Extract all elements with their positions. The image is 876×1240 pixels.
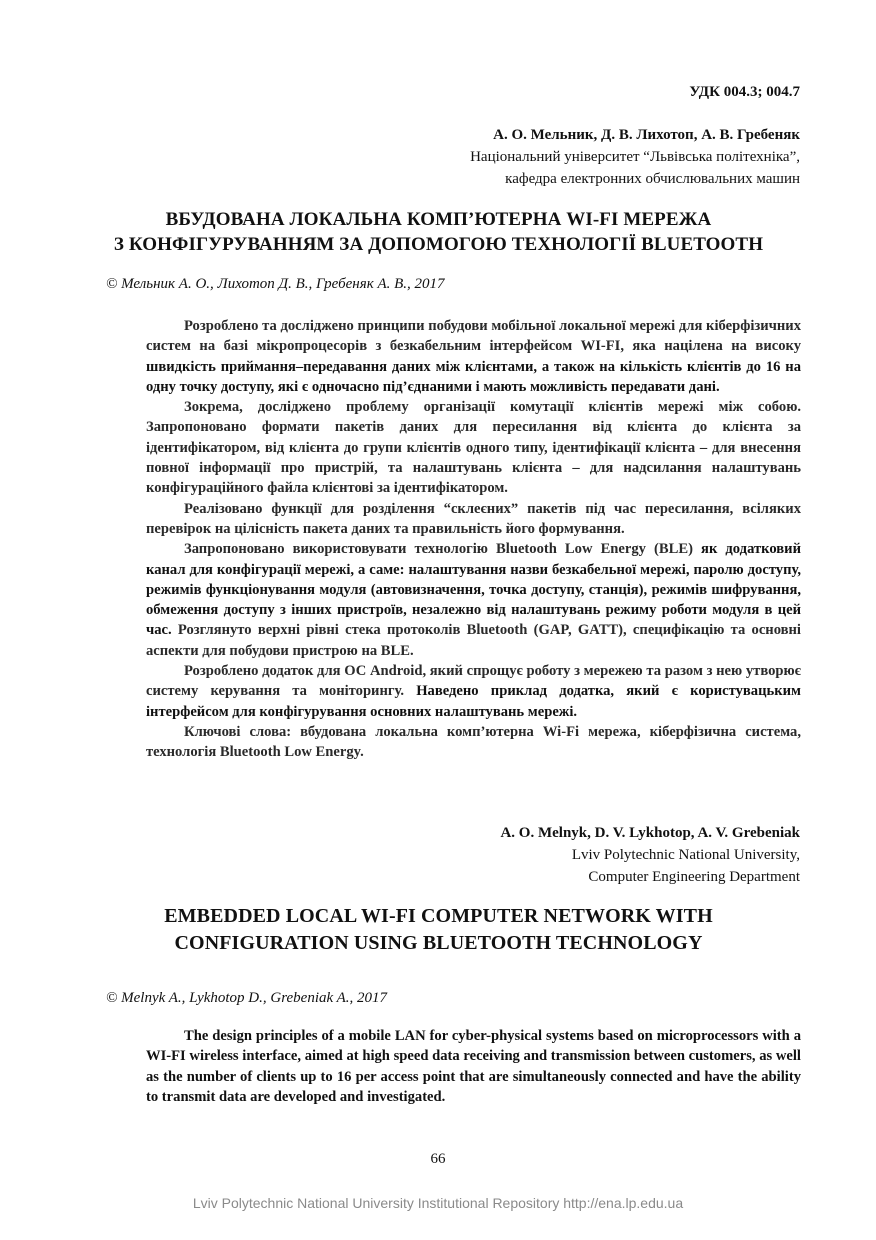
affiliation-ua-line2: кафедра електронних обчислювальних машин xyxy=(505,171,800,187)
abstract-ua-paragraph-1 xyxy=(146,316,801,397)
title-en-line1: EMBEDDED LOCAL WI-FI COMPUTER NETWORK WITH xyxy=(164,905,713,927)
copyright-en: © Melnyk A., Lykhotop D., Grebeniak A., 2017 xyxy=(106,990,388,1006)
abstract-ua-p5-bold: Наведено приклад додатка, який є користувацьким інтерфейсом для конфігурування основних налаштувань мережі. xyxy=(146,683,801,720)
abstract-ua-paragraph-2: Зокрема, досліджено проблему організації комутації клієнтів мережі між собою. Запропоновано формати пакетів даних для пересилання від клієнта до клієнта за ідентифікатором, від клієнта до групи клієнтів одного типу, ідентифікації клієнта – для внесення повної інформації про пристрій, та налаштувань клієнта – для надсилання налаштувань конфігураційного файла клієнтові за ідентифікатором. xyxy=(146,399,801,497)
abstract-ua-paragraph-5 xyxy=(146,661,801,722)
authors-block-ua xyxy=(470,124,800,190)
copyright-ua: © Мельник А. О., Лихотоп Д. В., Гребеняк А. В., 2017 xyxy=(106,276,445,292)
abstract-ua-paragraph-3: Реалізовано функції для розділення “склеєних” пакетів під час пересилання, всіляких перевірок на цілісність пакета даних та правильність його формування. xyxy=(146,500,801,537)
authors-block-en xyxy=(500,822,800,888)
abstract-ua-p4-tail: Розглянуто верхні рівні стека протоколів Bluetooth (GAP, GATT), специфікацію та основні аспекти для побудови пристрою на BLE. xyxy=(146,622,801,659)
abstract-ua-p1-bold: швидкість приймання–передавання даних між клієнтами, а також на кількість клієнтів до 16 на одну точку доступу, які є одночасно під’єднаними і мають можливість передавати дані. xyxy=(146,358,801,395)
abstract-en xyxy=(146,1026,801,1107)
title-ua-line2: З КОНФІГУРУВАННЯМ ЗА ДОПОМОГОЮ ТЕХНОЛОГІЇ BLUETOOTH xyxy=(113,234,764,255)
paper-title-en xyxy=(76,903,801,957)
page-number: 66 xyxy=(430,1151,446,1167)
affiliation-en-line2: Computer Engineering Department xyxy=(588,869,800,885)
abstract-en-paragraph-1: The design principles of a mobile LAN for cyber-physical systems based on microprocessors with a WI-FI wireless interface, aimed at high speed data receiving and transmission between customers, as well as the number of clients up to 16 per access point that are simultaneously connected and have the ability to transmit data are developed and investigated. xyxy=(146,1028,801,1105)
abstract-ua xyxy=(146,316,801,763)
abstract-ua-p4-bold: як додатковий канал для конфігурації мережі, а саме: налаштування назви безкабельної мережі, паролю доступу, режимів функціонування модуля (автовизначення, точка доступу, станція), режимів шифрування, обмеження доступу з інших пристроїв, незалежно від налаштувань режиму роботи модуля в цей час. xyxy=(146,541,802,639)
authors-en: A. O. Melnyk, D. V. Lykhotop, A. V. Grebeniak xyxy=(500,825,800,841)
affiliation-ua-line1: Національний університет “Львівська політехніка”, xyxy=(470,149,800,165)
abstract-ua-p1-regular: Розроблено та досліджено принципи побудови мобільної локальної мережі для кіберфізичних систем на базі мікропроцесорів з безкабельним інтерфейсом WI-FI, яка націлена на високу xyxy=(146,318,801,355)
affiliation-en-line1: Lviv Polytechnic National University, xyxy=(571,847,800,863)
paper-title-ua xyxy=(76,207,801,257)
abstract-ua-p5-regular: Розроблено додаток для ОС Android, який спрощує роботу з мережею та разом з нею утворює систему керування та моніторингу. xyxy=(146,663,801,700)
authors-ua: А. О. Мельник, Д. В. Лихотоп, А. В. Гребеняк xyxy=(493,127,800,143)
keywords-ua: Ключові слова: вбудована локальна комп’ютерна Wi-Fi мережа, кіберфізична система, технологія Bluetooth Low Energy. xyxy=(146,723,801,761)
abstract-ua-paragraph-4 xyxy=(146,539,801,661)
title-ua-line1: ВБУДОВАНА ЛОКАЛЬНА КОМП’ЮТЕРНА WI-FI МЕРЕЖА xyxy=(165,209,712,230)
repository-footer: Lviv Polytechnic National University Institutional Repository http://ena.lp.edu.ua xyxy=(192,1195,684,1211)
title-en-line2: CONFIGURATION USING BLUETOOTH TECHNOLOGY xyxy=(174,932,703,954)
udc-code: УДК 004.3; 004.7 xyxy=(689,84,800,100)
abstract-ua-p4-regular: Запропоновано використовувати технологію Bluetooth Low Energy (BLE) xyxy=(184,541,702,558)
